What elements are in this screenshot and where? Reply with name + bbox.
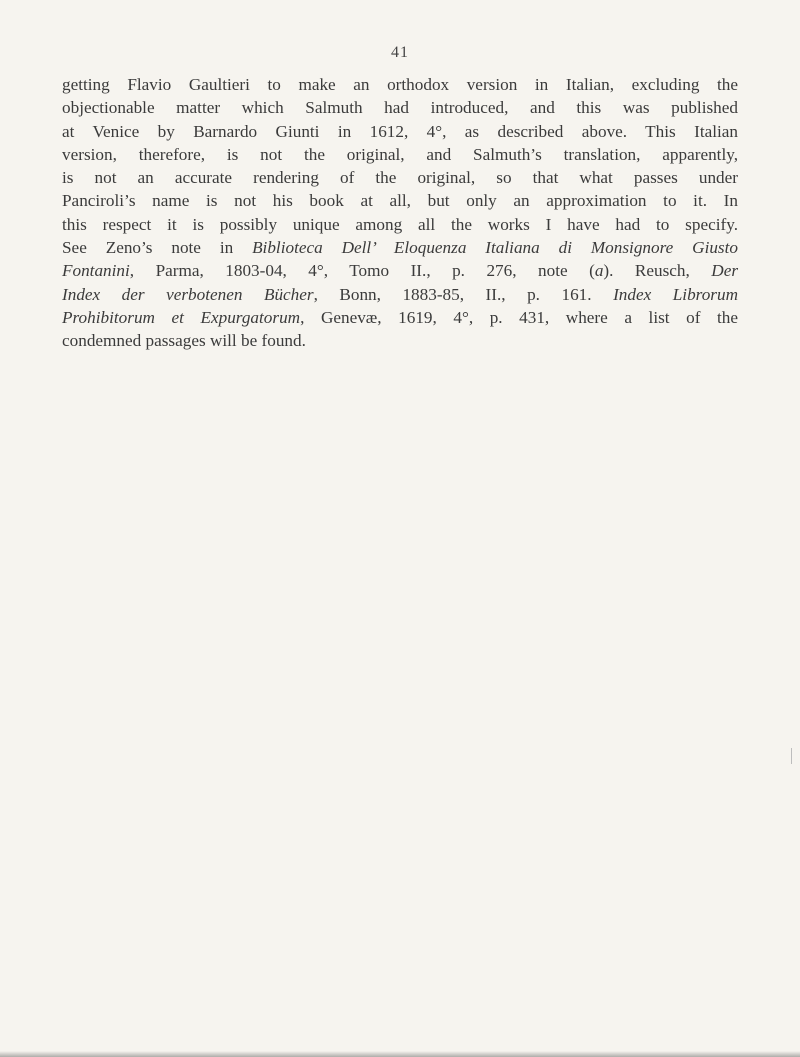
text-run: getting Flavio Gaultieri to make an orthodox version in Italian, excluding the <box>62 75 738 94</box>
page-number: 41 <box>391 44 409 61</box>
text-run: Panciroli’s name is not his book at all, but only an approximation to it. In <box>62 191 738 211</box>
page-bottom-edge <box>0 1051 800 1057</box>
text-run: ). Reusch, <box>603 261 712 281</box>
text-line <box>62 283 738 306</box>
text-run: objectionable matter which Salmuth had introduced, and this was published <box>62 98 738 118</box>
italic-text: Biblioteca Dell’ Eloquenza Italiana di Monsignore Giusto <box>252 238 738 258</box>
body-paragraph <box>62 73 738 353</box>
text-line <box>62 306 738 329</box>
text-line <box>62 259 738 282</box>
text-line <box>62 143 738 166</box>
text-line <box>62 329 738 352</box>
italic-text: Der <box>711 261 739 281</box>
text-run: , Bonn, 1883-85, II., p. 161. <box>313 284 614 304</box>
text-line <box>62 189 738 212</box>
text-run: at Venice by Barnardo Giunti in 1612, 4°, as described above. This Italian <box>62 121 738 141</box>
text-line <box>62 73 738 96</box>
text-run: condemned passages will be found. <box>62 331 306 351</box>
italic-text: Index der verbotenen Bücher <box>62 284 314 304</box>
text-run: is not an accurate rendering of the original, so that what passes under <box>62 168 738 188</box>
italic-text: Index Librorum <box>613 284 739 304</box>
text-run: , Genevæ, 1619, 4°, p. 431, where a list of the <box>300 307 738 327</box>
text-line <box>62 166 738 189</box>
text-line <box>62 236 738 259</box>
italic-text: a <box>594 261 604 281</box>
italic-text: Fontanini <box>62 261 130 281</box>
text-run: this respect it is possibly unique among all the works I have had to specify. <box>62 214 738 234</box>
italic-text: Prohibitorum et Expurgatorum <box>62 307 301 327</box>
text-line <box>62 213 738 236</box>
text-line <box>62 120 738 143</box>
text-run: , Parma, 1803-04, 4°, Tomo II., p. 276, note ( <box>129 261 595 281</box>
text-run: version, therefore, is not the original, and Salmuth’s translation, apparently, <box>62 144 738 164</box>
text-run: See Zeno’s note in <box>62 238 253 258</box>
text-line <box>62 96 738 119</box>
margin-mark <box>791 748 792 764</box>
